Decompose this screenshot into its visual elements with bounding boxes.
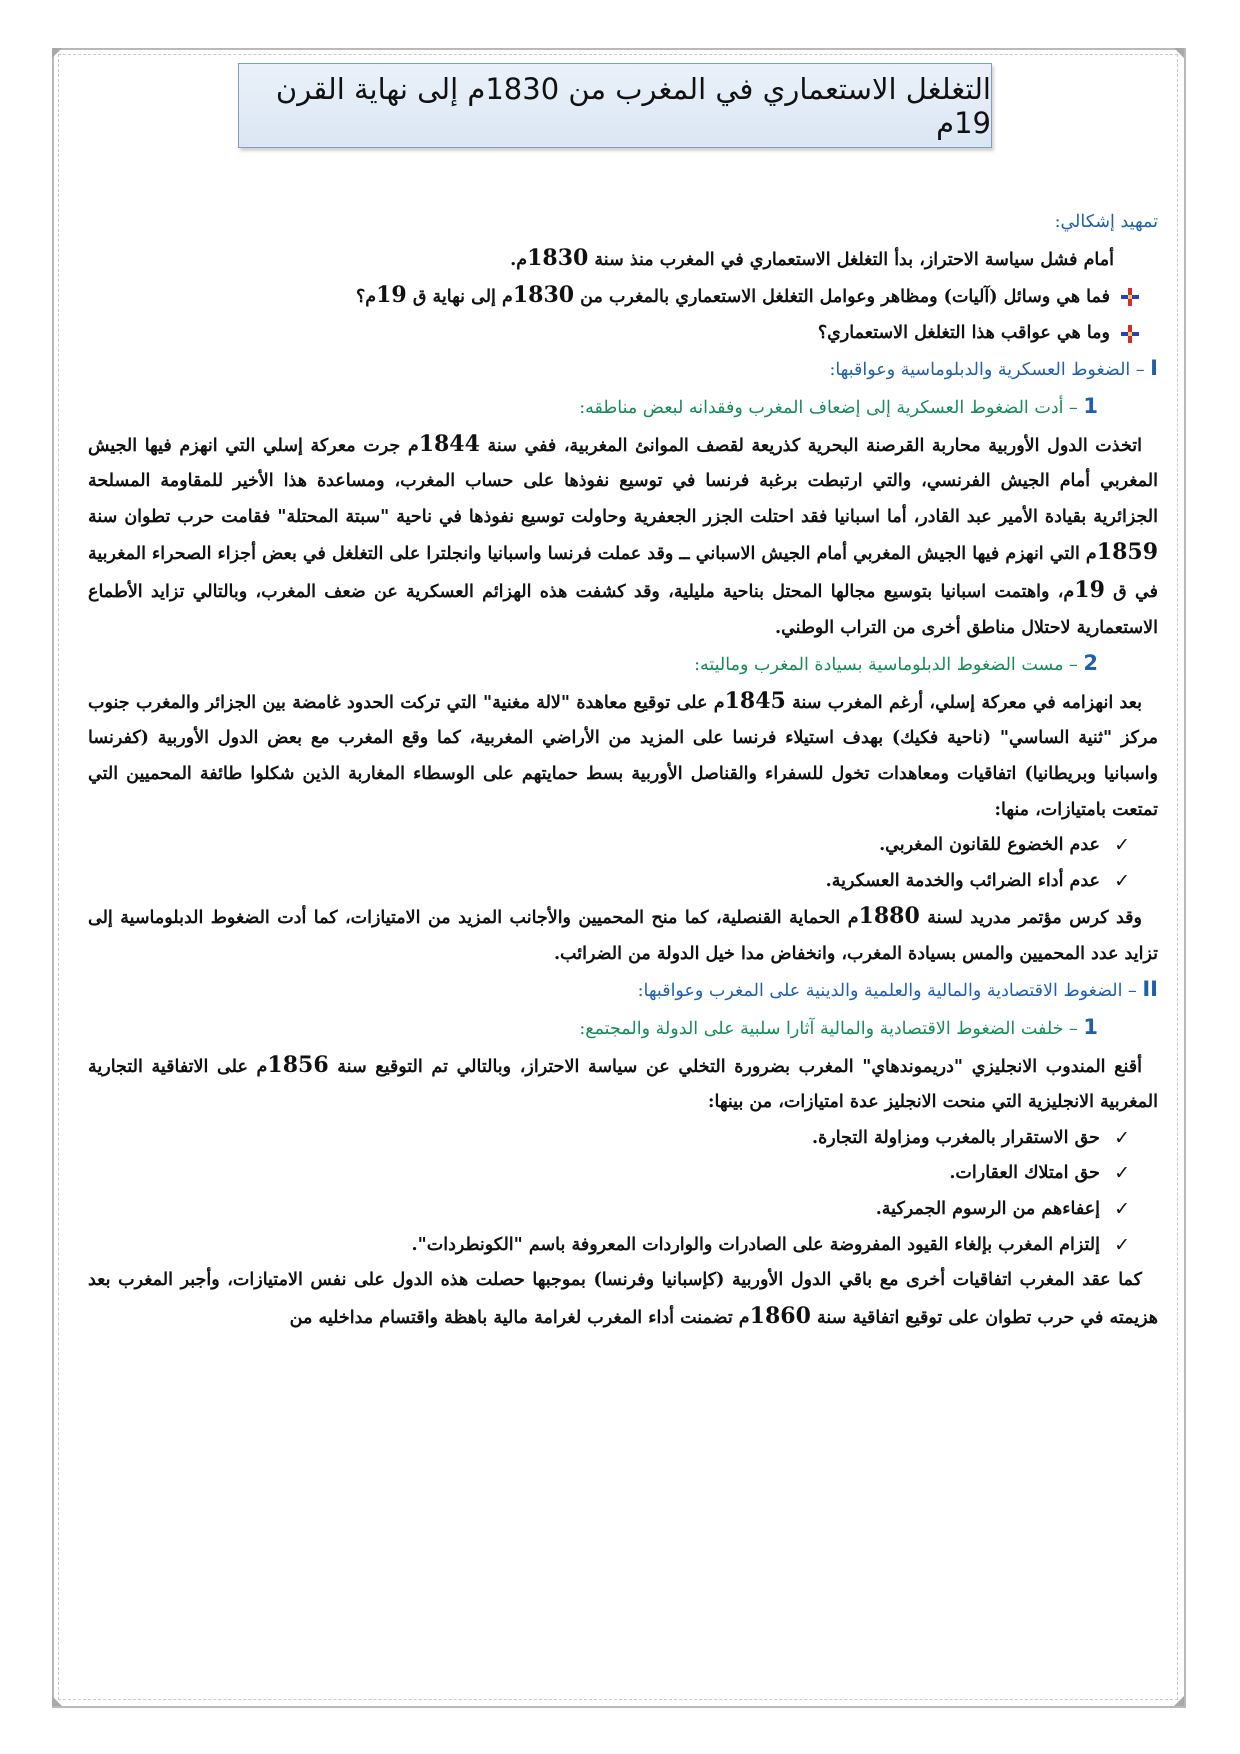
plus-bullet-icon	[1120, 324, 1140, 344]
text-run: م على توقيع معاهدة "لالة مغنية" التي تركت الحدود غامضة بين الجزائر والمغرب جنوب مركز "ثنية الساسي" (ناحية فكيك) بهدف استيلاء فرنسا على المزيد من الأراضي المغربية، كما وقع المغرب مع بعض الدول الأوربية (كفرنسا واسبانيا وبريطانيا) اتفاقيات ومعاهدات تخول للسفراء والقناصل الأوربية بسط حمايتهم على الوسطاء المغاربة الذين شكلوا طائفة المحميين التي تمتعت بامتيازات، منها:	[88, 692, 1158, 820]
check-mark-icon: ✓	[1114, 1162, 1130, 1185]
list-item	[88, 1121, 1158, 1157]
text-run: م.	[510, 249, 528, 270]
text-run: م التي انهزم فيها الجيش المغربي أمام الجيش الاسباني ــ وقد عملت فرنسا واسبانيا وانجلترا على التغلغل في بعض أجزاء الصحراء المغربية في ق	[88, 544, 1158, 602]
subsection-title: – خلفت الضغوط الاقتصادية والمالية آثارا سلبية على الدولة والمجتمع:	[579, 1019, 1084, 1040]
year: 1830	[527, 244, 589, 271]
check-mark-icon: ✓	[1114, 869, 1130, 892]
text-run: فما هي وسائل (آليات) ومظاهر وعوامل التغلغل الاستعماري بالمغرب من	[574, 287, 1110, 308]
paragraph	[88, 427, 1158, 647]
text-run: بعد انهزامه في معركة إسلي، أرغم المغرب سنة	[785, 692, 1142, 713]
section-heading-2	[88, 972, 1158, 1010]
text-run: أمام فشل سياسة الاحتراز، بدأ التغلغل الاستعماري في المغرب منذ سنة	[588, 249, 1114, 270]
check-mark-icon: ✓	[1114, 1126, 1130, 1149]
document-body	[88, 205, 1158, 1336]
text-run: م؟	[355, 287, 377, 308]
section-title: – الضغوط الاقتصادية والمالية والعلمية والدينية على المغرب وعواقبها:	[637, 981, 1143, 1002]
text-run: م، واهتمت اسبانيا بتوسيع مجالها المحتل بناحية مليلية، وقد كشفت هذه الهزائم العسكرية عن ضعف المغرب، وبالتالي تزايد الأطماع الاستعمارية لاحتلال مناطق أخرى من التراب الوطني.	[88, 581, 1158, 638]
subsection-heading-1-1	[88, 389, 1158, 427]
list-item-text: حق امتلاك العقارات.	[949, 1163, 1100, 1184]
subsection-title: – مست الضغوط الدبلوماسية بسيادة المغرب وماليته:	[694, 655, 1084, 676]
title-box	[238, 63, 992, 148]
paragraph	[88, 684, 1158, 828]
list-item-text: عدم الخضوع للقانون المغربي.	[879, 835, 1100, 856]
list-item-text: إعفاءهم من الرسوم الجمركية.	[875, 1199, 1100, 1220]
list-item-text: إلتزام المغرب بإلغاء القيود المفروضة على الصادرات والواردات المعروفة باسم "الكونطردات".	[411, 1234, 1100, 1255]
text-run: وقد كرس مؤتمر مدريد لسنة	[919, 908, 1142, 929]
text-run: اتخذت الدول الأوربية محاربة القرصنة البحرية كذريعة لقصف الموانئ المغربية، ففي سنة	[479, 435, 1142, 456]
year: 1856	[267, 1051, 329, 1078]
section-title: – الضغوط العسكرية والدبلوماسية وعواقبها:	[829, 360, 1151, 381]
check-mark-icon: ✓	[1114, 1233, 1130, 1256]
year: 19	[376, 282, 407, 309]
list-item	[88, 864, 1158, 900]
intro-line	[88, 241, 1158, 279]
list-item-text: حق الاستقرار بالمغرب ومزاولة التجارة.	[812, 1127, 1100, 1148]
year: 19	[1074, 576, 1105, 603]
text-run: م جرت معركة إسلي التي انهزم فيها الجيش المغربي أمام الجيش الفرنسي، والتي ارتبطت برغبة فرنسا في توسيع نفوذها على حساب المغرب، ومساعدة هذا الأخير للمقاومة المسلحة الجزائرية بقيادة الأمير عبد القادر، أما اسبانيا فقد احتلت الجزر الجعفرية وحاولت توسيع نفوذها في ناحية "سبتة المحتلة" فقامت حرب تطوان سنة	[88, 435, 1158, 527]
intro-heading: تمهيد إشكالي:	[1054, 212, 1158, 232]
check-mark-icon: ✓	[1114, 1198, 1130, 1221]
year: 1880	[858, 903, 920, 930]
subsection-number: 1	[1083, 393, 1098, 418]
subsection-heading-2-1	[88, 1010, 1158, 1048]
question-text	[356, 278, 1110, 316]
section-heading-1	[88, 351, 1158, 389]
question-text: وما هي عواقب هذا التغلغل الاستعماري؟	[817, 322, 1110, 343]
paragraph	[88, 899, 1158, 972]
list-item	[88, 1192, 1158, 1228]
text-run: كما عقد المغرب اتفاقيات أخرى مع باقي الدول الأوربية (كإسبانيا وفرنسا) بموجبها حصلت هذه الدول على نفس الامتيازات، وأجبر المغرب بعد هزيمته في حرب تطوان على توقيع اتفاقية سنة	[88, 1270, 1158, 1328]
question-item	[88, 316, 1158, 352]
paragraph	[88, 1263, 1158, 1336]
list-item-text: عدم أداء الضرائب والخدمة العسكرية.	[825, 870, 1100, 891]
text-run: م تضمنت أداء المغرب لغرامة مالية باهظة واقتسام مداخليه من	[289, 1307, 750, 1328]
year: 1844	[418, 430, 480, 457]
list-item	[88, 1156, 1158, 1192]
text-run: م الحماية القنصلية، كما منح المحميين والأجانب المزيد من الامتيازات، كما أدت الضغوط الدبلوماسية إلى تزايد عدد المحميين والمس بسيادة المغرب، وانخفاض مدا خيل الدولة من الضرائب.	[88, 908, 1158, 964]
question-item	[88, 278, 1158, 316]
section-number: I	[1150, 356, 1158, 381]
check-mark-icon: ✓	[1114, 834, 1130, 857]
text-run: م على الاتفاقية التجارية المغربية الانجليزية التي منحت الانجليز عدة امتيازات، من بينها:	[88, 1056, 1158, 1113]
subsection-number: 1	[1083, 1015, 1098, 1040]
subsection-number: 2	[1083, 651, 1098, 676]
paragraph	[88, 1048, 1158, 1121]
section-number: II	[1142, 977, 1158, 1002]
year: 1830	[512, 282, 575, 309]
year: 1859	[1096, 539, 1158, 566]
list-item	[88, 828, 1158, 864]
subsection-title: – أدت الضغوط العسكرية إلى إضعاف المغرب وفقدانه لبعض مناطقه:	[579, 397, 1084, 418]
plus-bullet-icon	[1120, 287, 1140, 307]
subsection-heading-1-2	[88, 646, 1158, 684]
text-run: أقنع المندوب الانجليزي "دريموندهاي" المغرب بضرورة التخلي عن سياسة الاحتراز، وبالتالي تم التوقيع سنة	[328, 1056, 1142, 1077]
text-run: م إلى نهاية ق	[406, 287, 513, 308]
list-item	[88, 1228, 1158, 1264]
year: 1845	[724, 687, 786, 714]
year: 1860	[749, 1302, 811, 1329]
page-title: التغلغل الاستعماري في المغرب من 1830م إلى نهاية القرن 19م	[275, 71, 991, 140]
